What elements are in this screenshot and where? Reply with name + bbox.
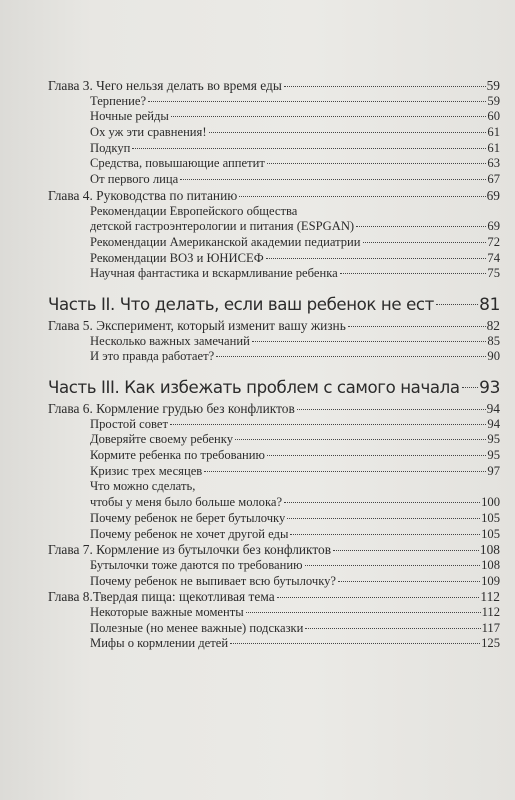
entry-page-number: 59 [487,93,500,108]
entry-page-number: 108 [479,542,500,558]
entry-page-number: 75 [487,266,500,281]
dot-leader [305,565,481,566]
entry-title: Почему ребенок не хочет другой еды [90,526,289,541]
toc-section-entry [48,266,500,282]
entry-page-number: 74 [487,250,500,265]
dot-leader [266,258,487,259]
entry-title: Мифы о кормлении детей [90,636,229,651]
toc-chapter-entry [48,188,500,204]
entry-page-number: 69 [487,219,500,234]
entry-title: Глава 3. Чего нельзя делать во время еды [48,78,282,93]
dot-leader [356,226,486,227]
entry-page-number: 109 [481,573,500,588]
entry-title: Научная фантастика и вскармливание ребенка [90,266,338,281]
dot-leader [284,86,486,87]
entry-page-number: 95 [487,448,500,463]
entry-title: От первого лица [90,172,179,187]
entry-page-number: 125 [481,636,500,651]
part-title: Часть II. Что делать, если ваш ребенок не ест [48,294,434,314]
entry-title: Полезные (но менее важные) подсказки [90,620,304,635]
entry-page-number: 72 [487,234,500,249]
toc-section-entry [48,219,500,235]
entry-page-number: 94 [487,416,500,431]
entry-page-number: 94 [486,401,500,416]
entry-page-number: 112 [480,589,500,605]
dot-leader [170,424,486,425]
toc-section-entry [48,334,500,350]
dot-leader [287,518,480,519]
dot-leader [180,179,486,180]
toc-group-part-1 [48,78,500,282]
entry-title: Глава 7. Кормление из бутылочки без конфликтов [48,542,332,558]
toc-section-entry [48,141,500,157]
entry-title: Кризис трех месяцев [90,463,203,478]
toc-section-entry [48,479,500,495]
part-page-number: 93 [479,378,500,398]
toc-part-3 [48,375,500,401]
entry-title: Рекомендации Европейского общества [90,203,298,218]
entry-title: И это правда работает? [90,349,215,364]
toc-section-entry [48,417,500,433]
entry-title: Ночные рейды [90,109,169,124]
dot-leader [204,471,486,472]
entry-page-number: 108 [481,557,500,572]
dot-leader [171,116,487,117]
entry-title: Почему ребенок не выпивает всю бутылочку? [90,573,337,588]
dot-leader [132,148,486,149]
toc-chapter-entry [48,542,500,558]
entry-title: Терпение? [90,93,147,108]
entry-page-number: 97 [487,463,500,478]
entry-title: Ох уж эти сравнения! [90,125,207,140]
toc-section-entry [48,432,500,448]
entry-title: чтобы у меня было больше молока? [90,495,283,510]
entry-title: Глава 4. Руководства по питанию [48,187,238,203]
dot-leader [246,612,481,613]
dot-leader [436,304,478,305]
part-page-number: 81 [479,294,500,315]
dot-leader [216,356,486,357]
part-title: Часть III. Как избежать проблем с самого начала [48,378,460,397]
entry-page-number: 85 [487,333,500,348]
toc-section-entry [48,251,500,267]
entry-page-number: 63 [487,156,500,171]
entry-page-number: 82 [486,317,500,333]
toc-chapter-entry [48,401,500,417]
toc-section-entry [48,204,500,220]
entry-title: Глава 5. Эксперимент, который изменит вашу жизнь [48,317,346,333]
toc-section-entry [48,94,500,110]
toc-part-2 [48,292,500,318]
dot-leader [297,409,486,410]
entry-title: Подкуп [90,140,131,155]
toc-section-entry [48,511,500,527]
entry-title: Средства, повышающие аппетит [90,156,265,171]
dot-leader [252,341,487,342]
dot-leader [338,581,480,582]
toc-section-entry [48,527,500,543]
entry-title: Рекомендации ВОЗ и ЮНИСЕФ [90,250,264,265]
dot-leader [340,273,487,274]
toc-section-entry [48,349,500,365]
entry-page-number: 59 [486,78,500,93]
dot-leader [230,643,480,644]
entry-page-number: 112 [481,604,500,619]
toc-section-entry [48,235,500,251]
toc-section-entry [48,125,500,141]
entry-title: Кормите ребенка по требованию [90,448,265,463]
entry-title: Глава 8.Твердая пища: щекотливая тема [48,589,275,605]
entry-title: Простой совет [90,416,168,431]
dot-leader [462,387,479,388]
dot-leader [333,550,479,551]
dot-leader [363,242,487,243]
toc-chapter-entry [48,589,500,605]
entry-title: Глава 6. Кормление грудью без конфликтов [48,401,295,416]
toc-section-entry [48,172,500,188]
dot-leader [290,534,480,535]
dot-leader [267,455,486,456]
toc-chapter-entry [48,318,500,334]
dot-leader [267,163,487,164]
entry-title: Несколько важных замечаний [90,333,250,348]
toc-section-entry [48,636,500,652]
toc-section-entry [48,464,500,480]
table-of-contents [48,78,500,652]
entry-page-number: 69 [486,187,500,203]
toc-section-entry [48,109,500,125]
entry-title: Рекомендации Американской академии педиатрии [90,234,361,249]
entry-page-number: 61 [487,140,500,155]
dot-leader [348,326,486,327]
toc-section-entry [48,495,500,511]
toc-section-entry [48,156,500,172]
dot-leader [209,132,487,133]
entry-page-number: 95 [487,432,500,447]
entry-title: Некоторые важные моменты [90,604,244,619]
dot-leader [235,439,486,440]
dot-leader [277,597,480,598]
dot-leader [305,628,480,629]
dot-leader [239,196,485,197]
toc-section-entry [48,448,500,464]
dot-leader [284,502,480,503]
toc-section-entry [48,621,500,637]
entry-page-number: 105 [481,526,500,541]
entry-title: Бутылочки тоже даются по требованию [90,557,303,572]
entry-page-number: 90 [487,349,500,364]
toc-chapter-entry [48,78,500,94]
entry-title: Что можно сделать, [90,479,196,494]
toc-group-part-3 [48,401,500,652]
toc-group-part-2 [48,318,500,365]
entry-title: Доверяйте своему ребенку [90,432,234,447]
entry-page-number: 61 [487,125,500,140]
toc-section-entry [48,605,500,621]
entry-page-number: 105 [481,510,500,525]
entry-title: Почему ребенок не берет бутылочку [90,510,286,525]
dot-leader [148,101,486,102]
toc-section-entry [48,558,500,574]
entry-page-number: 117 [481,620,500,635]
entry-title: детской гастроэнтерологии и питания (ESPGAN) [90,219,355,234]
entry-page-number: 67 [487,172,500,187]
toc-section-entry [48,574,500,590]
entry-page-number: 60 [487,109,500,124]
entry-page-number: 100 [481,495,500,510]
